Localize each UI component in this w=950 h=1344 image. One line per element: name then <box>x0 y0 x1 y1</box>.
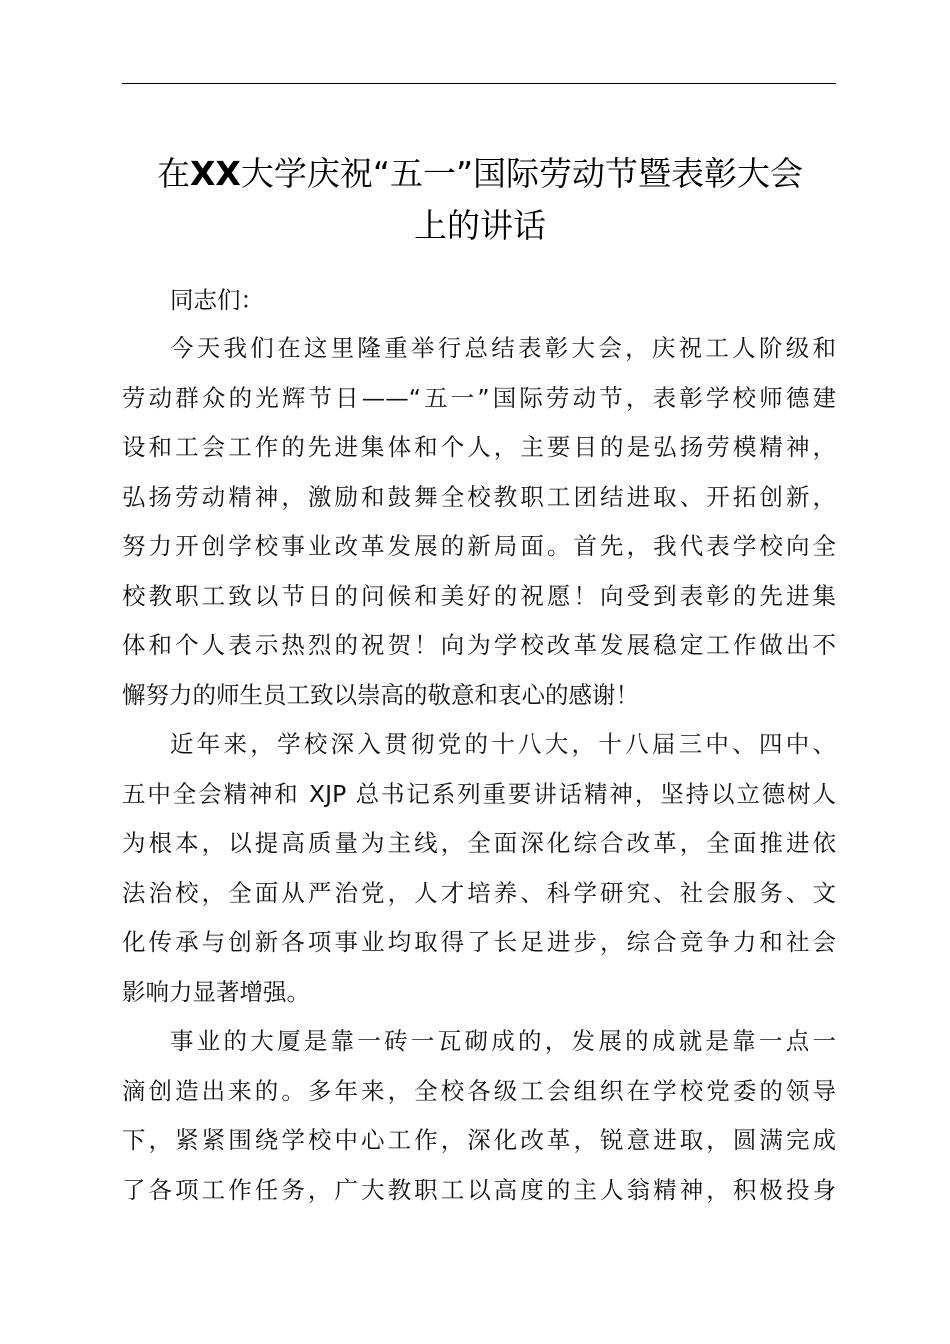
document-body <box>122 276 836 1215</box>
paragraph-3 <box>122 1017 836 1215</box>
salutation: 同志们： <box>170 286 264 314</box>
text-line: 为根本，以提高质量为主线，全面深化综合改革，全面推进依 <box>122 829 836 857</box>
text-line: 懈努力的师生员工致以崇高的敬意和衷心的感谢！ <box>122 680 639 709</box>
text-line: 体和个人表示热烈的祝贺！向为学校改革发展稳定工作做出不 <box>122 631 836 659</box>
paragraph-2 <box>122 720 836 1017</box>
text-line: 影响力显著增强。 <box>122 977 310 1006</box>
text-line: 校教职工致以节日的问候和美好的祝愿！向受到表彰的先进集 <box>122 581 836 610</box>
text-line: 设和工会工作的先进集体和个人，主要目的是弘扬劳模精神， <box>122 433 836 461</box>
text-line: 法治校，全面从严治党，人才培养、科学研究、社会服务、文 <box>122 878 836 907</box>
text-line: 弘扬劳动精神，激励和鼓舞全校教职工团结进取、开拓创新， <box>122 482 836 511</box>
title-line-2: 上的讲话 <box>414 206 546 245</box>
title-line-1: 在XX大学庆祝“五一”国际劳动节暨表彰大会 <box>156 154 804 193</box>
text-line: 化传承与创新各项事业均取得了长足进步，综合竞争力和社会 <box>122 928 836 956</box>
text-line: 近年来，学校深入贯彻党的十八大，十八届三中、四中、 <box>170 730 836 758</box>
document-title <box>110 148 850 252</box>
text-line: 事业的大厦是靠一砖一瓦砌成的，发展的成就是靠一点一 <box>170 1027 836 1055</box>
text-line: 努力开创学校事业改革发展的新局面。首先，我代表学校向全 <box>122 532 836 560</box>
paragraph-1 <box>122 324 836 720</box>
text-line: 五中全会精神和 XJP 总书记系列重要讲话精神，坚持以立德树人 <box>122 779 836 808</box>
header-rule <box>122 83 836 84</box>
text-line: 劳动群众的光辉节日——“五一”国际劳动节，表彰学校师德建 <box>122 383 836 412</box>
text-line: 今天我们在这里隆重举行总结表彰大会，庆祝工人阶级和 <box>170 334 836 362</box>
text-line: 滴创造出来的。多年来，全校各级工会组织在学校党委的领导 <box>122 1076 836 1105</box>
text-line: 下，紧紧围绕学校中心工作，深化改革，锐意进取，圆满完成 <box>122 1126 836 1154</box>
text-line: 了各项工作任务，广大教职工以高度的主人翁精神，积极投身 <box>122 1175 836 1204</box>
